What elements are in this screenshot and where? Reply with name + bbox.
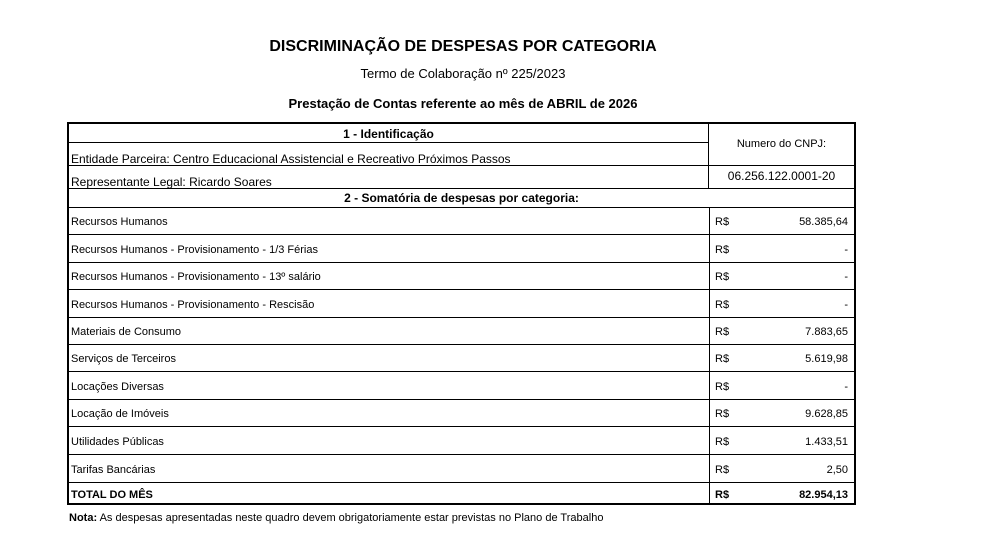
currency-symbol: R$ xyxy=(715,353,730,366)
category-value: - xyxy=(844,380,848,393)
category-value: - xyxy=(844,298,848,311)
table-row xyxy=(69,318,854,345)
table-row xyxy=(69,290,854,317)
currency-symbol: R$ xyxy=(715,408,730,421)
currency-symbol: R$ xyxy=(715,216,730,229)
cnpj-section xyxy=(709,124,854,188)
currency-symbol: R$ xyxy=(715,243,730,256)
currency-symbol: R$ xyxy=(715,298,730,311)
document-subtitle: Termo de Colaboração nº 225/2023 xyxy=(360,66,566,81)
category-value: 58.385,64 xyxy=(799,216,848,229)
category-label: Tarifas Bancárias xyxy=(71,463,156,476)
identification-section xyxy=(69,124,709,188)
category-value: 7.883,65 xyxy=(805,325,848,338)
partner-entity: Entidade Parceira: Centro Educacional Assistencial e Recreativo Próximos Passos xyxy=(69,143,708,166)
category-value: 9.628,85 xyxy=(805,408,848,421)
table-row xyxy=(69,263,854,290)
category-label: Materiais de Consumo xyxy=(71,325,182,338)
footnote xyxy=(69,512,603,524)
table-row xyxy=(69,427,854,454)
category-label: Utilidades Públicas xyxy=(71,435,164,448)
identification-heading: 1 - Identificação xyxy=(69,124,708,143)
category-label: Recursos Humanos - Provisionamento - Rescisão xyxy=(71,298,315,311)
currency-symbol: R$ xyxy=(715,325,730,338)
category-label: Serviços de Terceiros xyxy=(71,353,176,366)
category-label: Locação de Imóveis xyxy=(71,408,169,421)
category-value: 1.433,51 xyxy=(805,435,848,448)
document-title: DISCRIMINAÇÃO DE DESPESAS POR CATEGORIA xyxy=(269,38,657,55)
table-row xyxy=(69,400,854,427)
table-row xyxy=(69,455,854,482)
category-label: Locações Diversas xyxy=(71,380,164,393)
expense-rows xyxy=(69,208,854,482)
legal-representative: Representante Legal: Ricardo Soares xyxy=(71,175,272,189)
category-value: - xyxy=(844,243,848,256)
category-value: 2,50 xyxy=(826,463,848,476)
cnpj-label: Numero do CNPJ: xyxy=(709,124,854,166)
table-row xyxy=(69,208,854,235)
category-label: Recursos Humanos - Provisionamento - 13º salário xyxy=(71,271,321,284)
total-label: TOTAL DO MÊS xyxy=(71,489,153,501)
category-value: - xyxy=(844,271,848,284)
total-value: 82.954,13 xyxy=(799,489,848,501)
reporting-period: Prestação de Contas referente ao mês de ABRIL de 2026 xyxy=(288,96,638,111)
category-label: Recursos Humanos xyxy=(71,216,168,229)
footnote-text: As despesas apresentadas neste quadro devem obrigatoriamente estar previstas no Plano de Trabalho xyxy=(99,512,604,524)
expense-table xyxy=(67,122,856,505)
currency-symbol: R$ xyxy=(715,435,730,448)
table-row xyxy=(69,345,854,372)
category-label: Recursos Humanos - Provisionamento - 1/3 Férias xyxy=(71,243,318,256)
currency-symbol: R$ xyxy=(715,271,730,284)
cnpj-value: 06.256.122.0001-20 xyxy=(727,169,836,183)
footnote-label: Nota: xyxy=(69,512,98,524)
category-value: 5.619,98 xyxy=(805,353,848,366)
currency-symbol: R$ xyxy=(715,380,730,393)
currency-symbol: R$ xyxy=(715,463,730,476)
total-row xyxy=(69,482,854,506)
table-row xyxy=(69,235,854,262)
table-row xyxy=(69,372,854,399)
summary-heading: 2 - Somatória de despesas por categoria: xyxy=(69,188,854,208)
currency-symbol: R$ xyxy=(715,489,730,501)
